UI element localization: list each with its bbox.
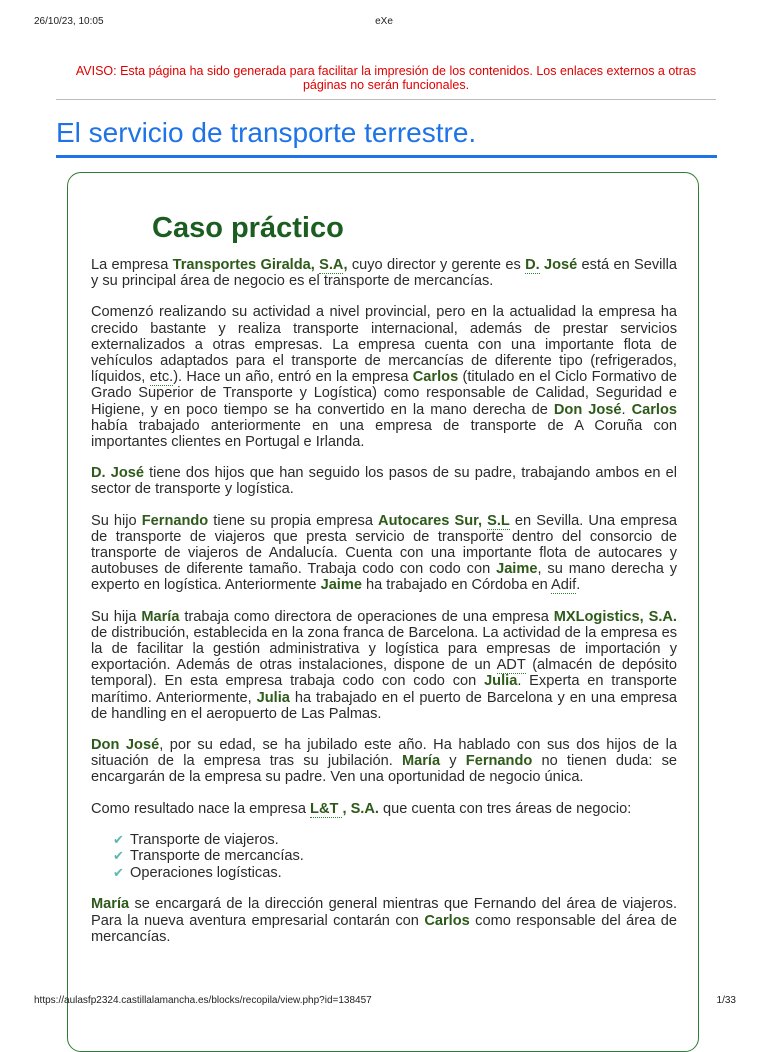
text: Su hija: [91, 608, 142, 625]
list-item-label: Operaciones logísticas.: [130, 864, 282, 881]
business-areas-list: [91, 832, 677, 882]
text: ha trabajado en Córdoba en: [361, 577, 552, 594]
print-notice: AVISO: Esta página ha sido generada para facilitar la impresión de los contenidos. Los enlaces externos a otras páginas no serán funcionales.: [75, 64, 697, 92]
person-name: María: [141, 608, 180, 625]
text: , por su edad, se ha jubilado este año. Ha hablado con sus dos hijos de la situación de la empresa tras su jubilación.: [91, 737, 677, 770]
list-item-label: Transporte de mercancías.: [130, 848, 304, 865]
text: trabaja como directora de operaciones de una empresa: [179, 608, 554, 625]
print-datetime: 26/10/23, 10:05: [34, 16, 104, 27]
text: de distribución, establecida en la zona franca de Barcelona. La actividad de la empresa es la de facilitar la gestión administrativa y logística para empresas de importación y exportación. Además de otras instalaciones, dispone de un: [91, 624, 677, 674]
person-name: Fernando: [465, 753, 533, 770]
text: Comenzó realizando su actividad a nivel provincial, pero en la actualidad la empresa ha crecido bastante y realiza transporte internacional, además de prestar servicios externalizados a otras empresas. La empresa cuenta con una importante flota de vehículos adaptados para el transporte de mercancías de diferente tipo (refrigerados, líquidos,: [91, 304, 677, 386]
text: .: [576, 577, 581, 594]
person-name: Carlos: [412, 369, 459, 386]
text: que cuenta con tres áreas de negocio:: [378, 800, 632, 817]
text: . Experta en transporte marítimo. Anteriormente,: [91, 673, 678, 706]
company-name: Transportes Giralda,: [172, 257, 320, 273]
person-name: José: [539, 257, 578, 273]
case-study-content: [91, 210, 677, 960]
text: .: [621, 401, 632, 418]
paragraph-6: [91, 737, 677, 786]
print-title: eXe: [375, 16, 393, 27]
text: tiene su propia empresa: [208, 512, 379, 529]
person-name: Julia: [484, 673, 518, 690]
person-name: Carlos: [424, 912, 470, 929]
abbr-sa[interactable]: S.A: [319, 257, 344, 273]
paragraph-7: [91, 801, 677, 817]
paragraph-3: [91, 465, 677, 497]
title-underline: [56, 155, 717, 158]
text: está en Sevilla y su principal área de negocio es el transporte de mercancías.: [91, 257, 677, 290]
check-icon: ✔: [113, 864, 124, 880]
person-name: Don José: [91, 737, 160, 754]
print-header: [0, 0, 768, 27]
paragraph-4: [91, 513, 677, 594]
text: había trabajado anteriormente en una empresa de transporte de A Coruña con importantes clientes en Portugal e Irlanda.: [91, 417, 677, 451]
person-name: Don José: [553, 401, 622, 418]
abbr-adt[interactable]: ADT: [496, 657, 526, 674]
person-name: María: [91, 896, 130, 913]
text: en Sevilla. Una empresa de transporte de viajeros que presta servicio de transporte dentro del consorcio de transporte de viajeros de Andalucía. Cuenta con una importante flota de autocares y autobuses de diferente tamaño. Trabaja codo con codo con: [91, 512, 677, 578]
abbr-sl[interactable]: S.L: [487, 512, 510, 529]
page-count: 1/33: [716, 995, 736, 1006]
text: (titulado en el Ciclo Formativo de Grado Superior de Transporte y Logística) como responsable de Calidad, Seguridad e Higiene, y en poco tiempo se ha convertido en la mano derecha de: [91, 369, 677, 418]
check-icon: ✔: [113, 831, 124, 847]
person-name: Jaime: [320, 577, 362, 594]
company-name: Autocares Sur,: [378, 512, 488, 529]
text: cuyo director y gerente es: [347, 257, 526, 273]
company-name: , S.A.: [342, 800, 379, 817]
abbr-lt[interactable]: L&T: [310, 800, 343, 817]
text: tiene dos hijos que han seguido los pasos de su padre, trabajando ambos en el sector de transporte y logística.: [91, 465, 677, 498]
text: (almacén de depósito temporal). En esta empresa trabaja codo con codo con: [91, 657, 677, 690]
list-item-label: Transporte de viajeros.: [130, 831, 279, 848]
paragraph-5: [91, 609, 677, 722]
abbr-etc[interactable]: etc.: [149, 369, 174, 386]
text: ,: [343, 257, 348, 273]
text: Su hijo: [91, 512, 142, 529]
page-url: https://aulasfp2324.castillalamancha.es/blocks/recopila/view.php?id=138457: [34, 995, 372, 1006]
paragraph-8: [91, 896, 677, 945]
check-icon: ✔: [113, 848, 124, 864]
abbr-don[interactable]: D.: [525, 257, 540, 273]
person-name: D. José: [91, 465, 144, 482]
text: y: [440, 753, 466, 770]
person-name: María: [401, 753, 441, 770]
text: como responsable del área de mercancías.: [91, 912, 677, 945]
abbr-adif[interactable]: Adif: [551, 577, 577, 594]
list-item: [113, 865, 677, 882]
person-name: Jaime: [496, 561, 538, 578]
page-title: El servicio de transporte terrestre.: [56, 117, 477, 148]
person-name: Carlos: [631, 401, 678, 418]
text: ). Hace un año, entró en la empresa: [173, 369, 413, 386]
text: se encargará de la dirección general mientras que Fernando del área de viajeros. Para la nueva aventura empresarial contarán con: [91, 896, 677, 929]
company-name: MXLogistics, S.A.: [553, 608, 677, 625]
text: La empresa: [91, 257, 173, 273]
list-item: [113, 832, 677, 849]
case-heading: Caso práctico: [152, 212, 344, 244]
text: ha trabajado en el puerto de Barcelona y en una empresa de handling en el aeropuerto de Las Palmas.: [91, 689, 677, 722]
text: no tienen duda: se encargarán de la empresa su padre. Ven una oportunidad de negocio única.: [91, 753, 677, 786]
text: Como resultado nace la empresa: [91, 800, 311, 817]
person-name: Julia: [256, 689, 290, 706]
text: , su mano derecha y experto en logística. Anteriormente: [91, 561, 678, 594]
person-name: Fernando: [141, 512, 209, 529]
notice-divider: [56, 99, 716, 100]
list-item: [113, 848, 677, 865]
paragraph-2: [91, 304, 677, 450]
paragraph-1: [91, 257, 677, 289]
